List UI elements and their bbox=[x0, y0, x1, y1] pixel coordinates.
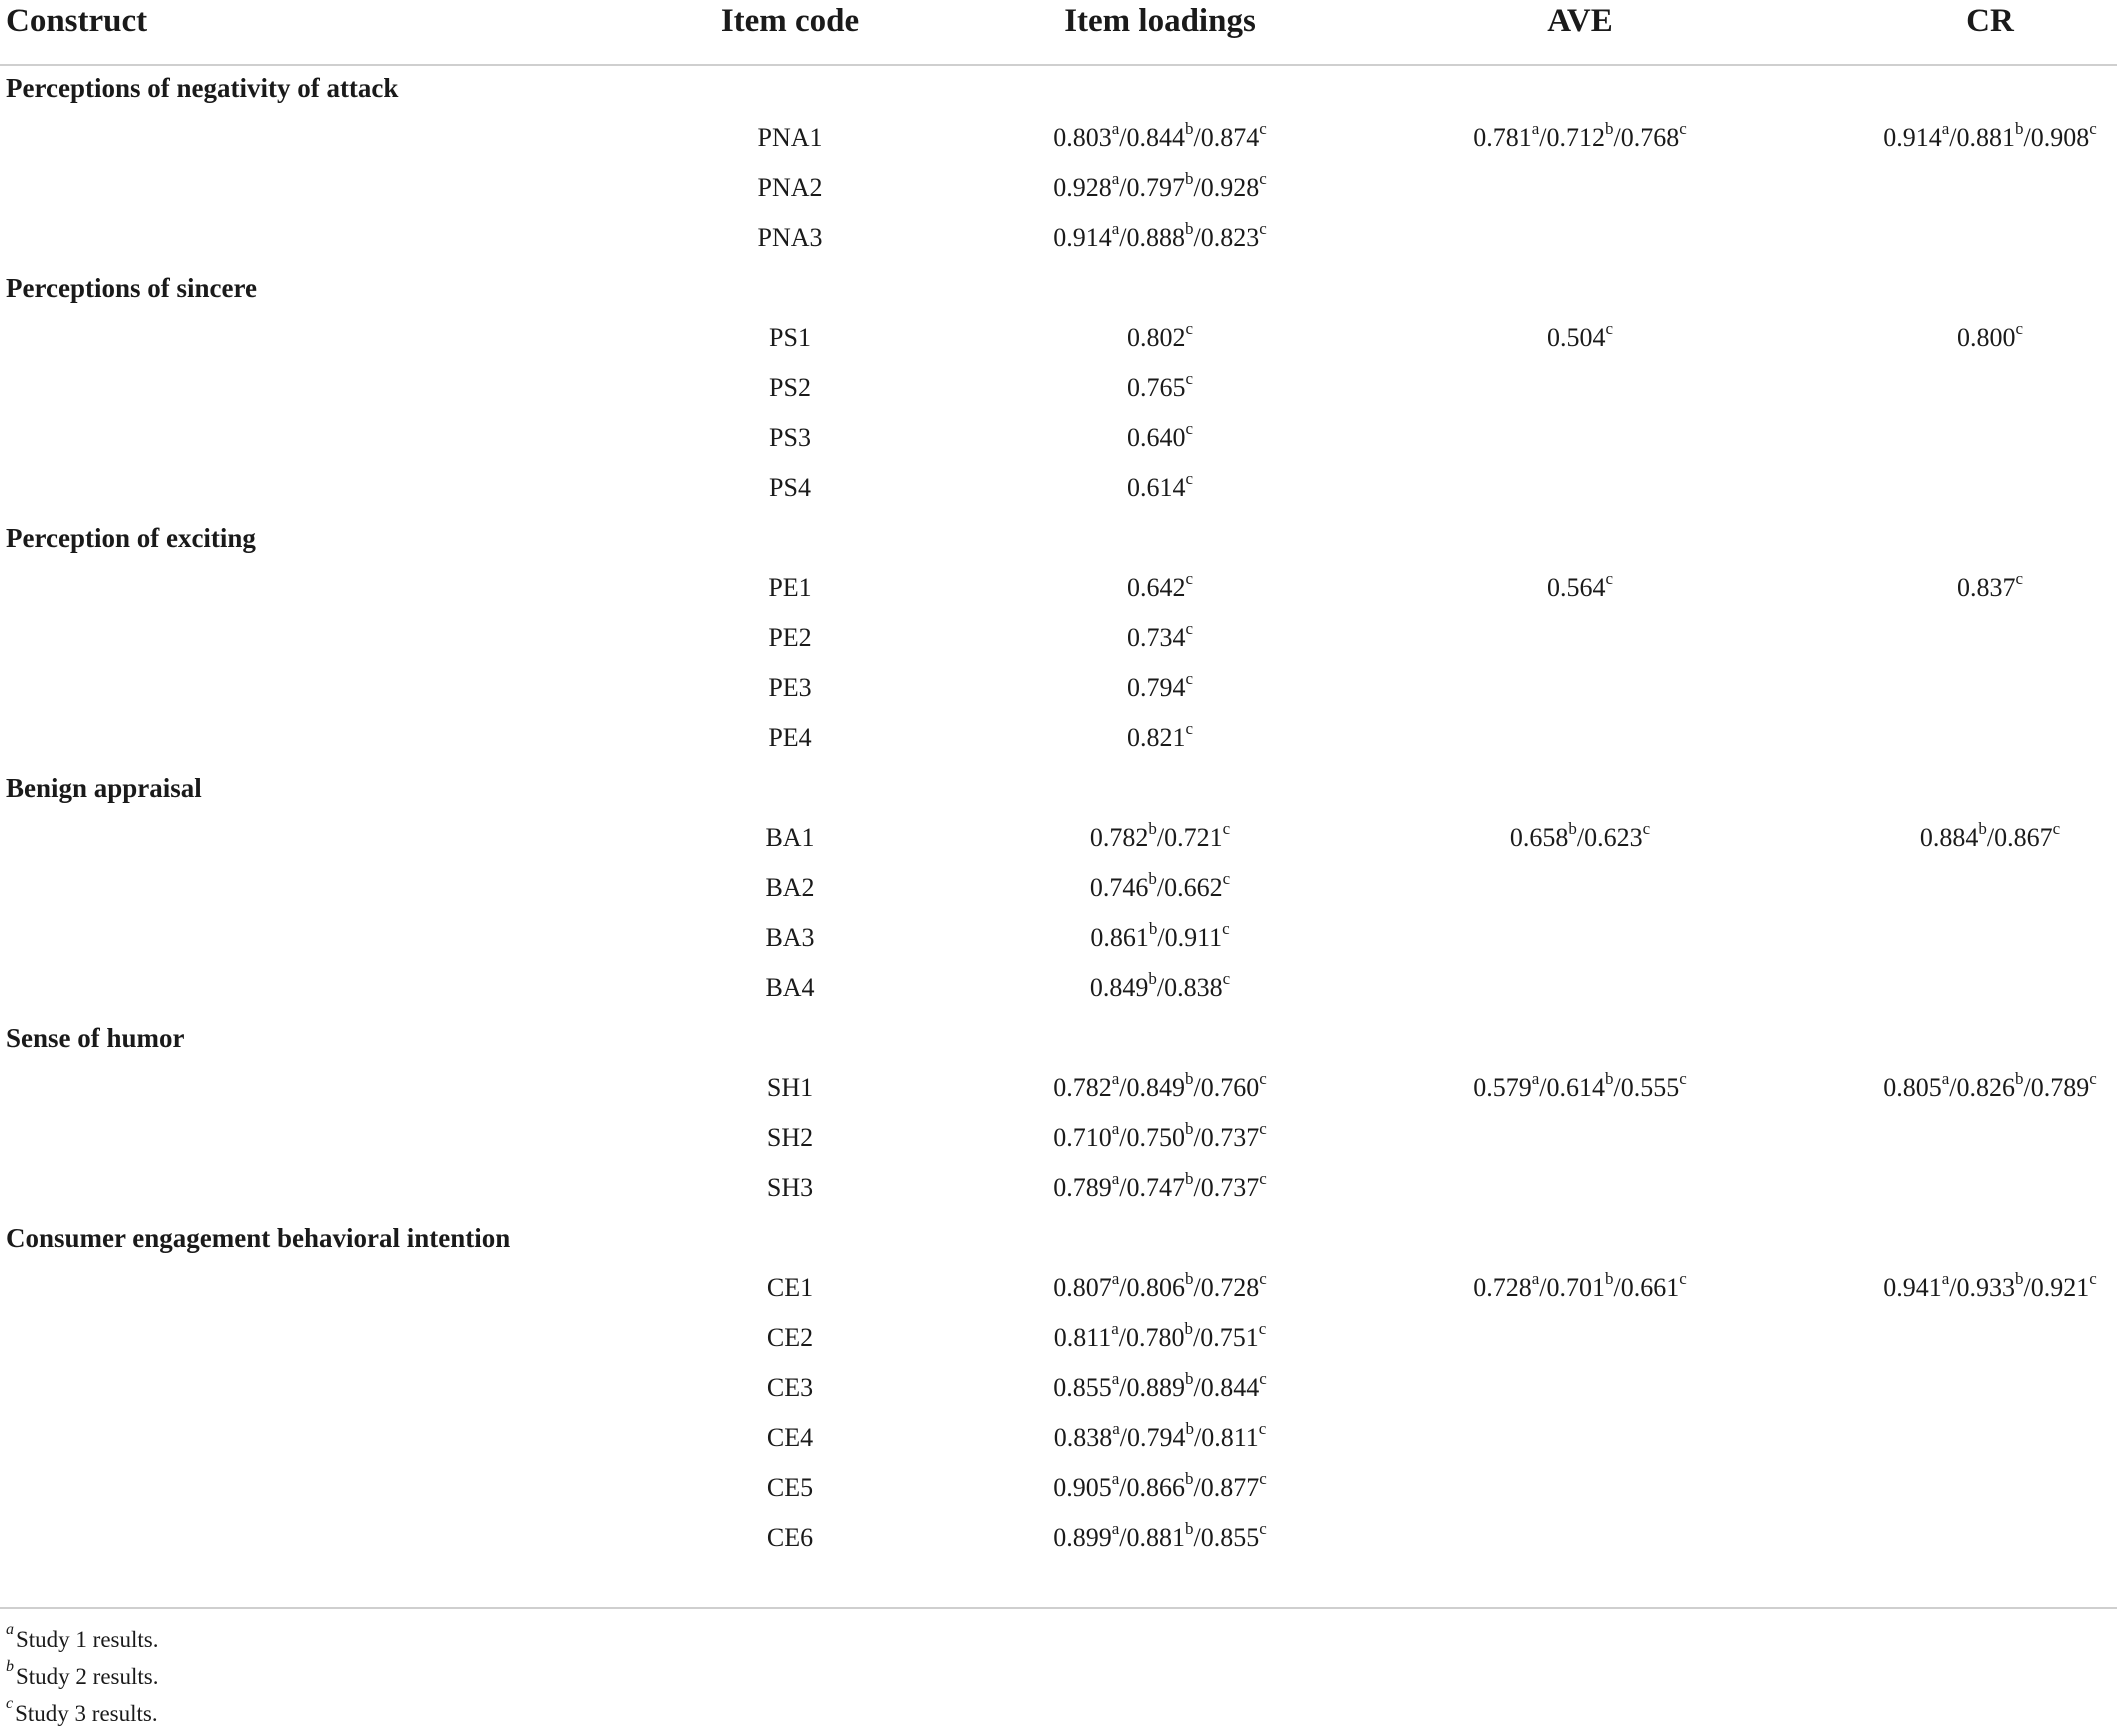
value-number: 0.867 bbox=[1994, 823, 2053, 852]
item-code-cell: SH2 bbox=[766, 1123, 814, 1152]
construct-title: Perception of exciting bbox=[6, 523, 256, 553]
cr-cell bbox=[1840, 568, 2117, 608]
item-loading-cell: 0.746$^b$/0.662$^c$ bbox=[1089, 869, 1231, 902]
value-study-mark: b bbox=[1185, 169, 1194, 189]
value-study-mark: a bbox=[1111, 1519, 1120, 1539]
footnote-mark: b bbox=[6, 1658, 14, 1676]
header-ave: AVE bbox=[1547, 3, 1613, 39]
value-study-mark: c bbox=[2015, 569, 2024, 589]
value-study-mark: b bbox=[2015, 1069, 2024, 1089]
value-study-mark: c bbox=[1259, 1269, 1267, 1289]
value-study-mark: b bbox=[1185, 1419, 1194, 1439]
table-header bbox=[0, 0, 2117, 66]
value-number: 0.564 bbox=[1546, 573, 1606, 602]
value-study-mark: b bbox=[1185, 1269, 1194, 1289]
value-study-mark: c bbox=[1605, 569, 1614, 589]
value-number: 0.614 bbox=[1126, 473, 1186, 502]
value-study-mark: b bbox=[1185, 219, 1194, 239]
value-number: 0.734 bbox=[1126, 623, 1186, 652]
item-loading-cell: 0.905$^a$/0.866$^b$/0.877$^c$ bbox=[1053, 1469, 1267, 1502]
item-loading-cell bbox=[1010, 718, 1310, 758]
item-code-cell: PS1 bbox=[769, 323, 811, 352]
value-study-mark: a bbox=[1941, 1069, 1950, 1089]
item-code-cell: SH3 bbox=[766, 1173, 814, 1202]
cr-cell: 0.914$^a$/0.881$^b$/0.908$^c$ bbox=[1883, 119, 2097, 152]
value-number: 0.780 bbox=[1126, 1323, 1185, 1352]
value-number: 0.844 bbox=[1200, 1373, 1260, 1402]
item-loading-cell bbox=[1010, 318, 1310, 358]
value-study-mark: c bbox=[1222, 969, 1231, 989]
value-number: 0.807 bbox=[1053, 1273, 1112, 1302]
value-study-mark: c bbox=[1258, 1319, 1267, 1339]
value-number: 0.821 bbox=[1126, 723, 1186, 752]
value-number: 0.640 bbox=[1126, 423, 1186, 452]
item-code-cell: SH1 bbox=[766, 1073, 814, 1102]
item-code-cell: BA3 bbox=[765, 923, 815, 952]
value-study-mark: c bbox=[1679, 1069, 1687, 1089]
item-loading-cell: 0.928$^a$/0.797$^b$/0.928$^c$ bbox=[1053, 169, 1267, 202]
footnote-text: Study 1 results. bbox=[16, 1627, 159, 1652]
footnote-mark: c bbox=[6, 1695, 14, 1713]
item-code-cell: PNA3 bbox=[757, 223, 823, 252]
value-study-mark: a bbox=[1112, 1419, 1120, 1439]
value-number: 0.837 bbox=[1956, 573, 2016, 602]
value-number: 0.908 bbox=[2030, 123, 2090, 152]
cr-cell: 0.941$^a$/0.933$^b$/0.921$^c$ bbox=[1883, 1269, 2097, 1302]
value-number: 0.849 bbox=[1089, 973, 1149, 1002]
item-code-cell: CE3 bbox=[766, 1373, 814, 1402]
item-loading-cell: 0.803$^a$/0.844$^b$/0.874$^c$ bbox=[1053, 119, 1267, 152]
header-construct: Construct bbox=[6, 3, 148, 39]
value-study-mark: b bbox=[1185, 119, 1194, 139]
item-code-cell: PE3 bbox=[768, 673, 812, 702]
value-number: 0.658 bbox=[1509, 823, 1569, 852]
value-number: 0.844 bbox=[1126, 123, 1185, 152]
value-study-mark: c bbox=[2089, 1269, 2097, 1289]
value-number: 0.928 bbox=[1053, 173, 1112, 202]
item-code-cell: PE1 bbox=[768, 573, 812, 602]
value-study-mark: c bbox=[1258, 1419, 1267, 1439]
value-number: 0.811 bbox=[1201, 1423, 1259, 1452]
item-loading-cell: 0.811$^a$/0.780$^b$/0.751$^c$ bbox=[1053, 1319, 1267, 1352]
value-study-mark: c bbox=[1259, 1519, 1267, 1539]
value-study-mark: c bbox=[1185, 469, 1194, 489]
value-study-mark: c bbox=[1259, 1069, 1267, 1089]
value-number: 0.881 bbox=[1956, 123, 2015, 152]
item-loading-cell bbox=[1010, 368, 1310, 408]
value-study-mark: c bbox=[1259, 1169, 1267, 1189]
ave-cell: 0.658$^b$/0.623$^c$ bbox=[1509, 819, 1651, 852]
ave-cell: 0.579$^a$/0.614$^b$/0.555$^c$ bbox=[1473, 1069, 1687, 1102]
value-number: 0.826 bbox=[1956, 1073, 2015, 1102]
footnote bbox=[6, 1623, 158, 1657]
value-study-mark: c bbox=[1222, 919, 1230, 939]
value-number: 0.941 bbox=[1883, 1273, 1942, 1302]
value-number: 0.642 bbox=[1126, 573, 1186, 602]
value-study-mark: a bbox=[1111, 1369, 1120, 1389]
cr-cell: 0.884$^b$/0.867$^c$ bbox=[1919, 819, 2061, 852]
item-code-cell: CE4 bbox=[766, 1423, 814, 1452]
item-code-cell: CE1 bbox=[766, 1273, 814, 1302]
item-loading-cell: 0.838$^a$/0.794$^b$/0.811$^c$ bbox=[1053, 1419, 1267, 1452]
value-number: 0.802 bbox=[1126, 323, 1186, 352]
value-study-mark: b bbox=[1185, 1119, 1194, 1139]
value-study-mark: b bbox=[2015, 119, 2024, 139]
value-number: 0.849 bbox=[1126, 1073, 1185, 1102]
item-code-cell: PS3 bbox=[769, 423, 811, 452]
value-study-mark: c bbox=[1185, 369, 1194, 389]
value-number: 0.782 bbox=[1053, 1073, 1112, 1102]
item-loading-cell: 0.855$^a$/0.889$^b$/0.844$^c$ bbox=[1053, 1369, 1267, 1402]
value-number: 0.838 bbox=[1164, 973, 1223, 1002]
construct-title: Sense of humor bbox=[6, 1023, 185, 1053]
value-study-mark: a bbox=[1111, 1119, 1120, 1139]
value-number: 0.800 bbox=[1956, 323, 2016, 352]
value-number: 0.728 bbox=[1200, 1273, 1260, 1302]
value-study-mark: c bbox=[1185, 669, 1194, 689]
value-number: 0.710 bbox=[1053, 1123, 1112, 1152]
value-study-mark: c bbox=[1679, 1269, 1687, 1289]
value-study-mark: a bbox=[1531, 1269, 1540, 1289]
value-study-mark: c bbox=[1185, 319, 1194, 339]
value-number: 0.747 bbox=[1126, 1173, 1185, 1202]
value-study-mark: b bbox=[1605, 1069, 1614, 1089]
value-study-mark: b bbox=[1185, 1519, 1194, 1539]
value-study-mark: a bbox=[1111, 169, 1120, 189]
value-number: 0.746 bbox=[1089, 873, 1149, 902]
value-study-mark: a bbox=[1111, 219, 1120, 239]
value-number: 0.579 bbox=[1473, 1073, 1532, 1102]
value-study-mark: b bbox=[1185, 1469, 1194, 1489]
value-study-mark: a bbox=[1111, 1469, 1120, 1489]
footnote-mark: a bbox=[6, 1621, 14, 1639]
value-study-mark: c bbox=[1259, 119, 1267, 139]
value-study-mark: c bbox=[1222, 869, 1231, 889]
item-loading-cell: 0.849$^b$/0.838$^c$ bbox=[1089, 969, 1231, 1002]
value-number: 0.928 bbox=[1200, 173, 1260, 202]
value-number: 0.712 bbox=[1546, 123, 1605, 152]
value-study-mark: b bbox=[1148, 869, 1157, 889]
value-study-mark: b bbox=[1605, 119, 1614, 139]
value-number: 0.866 bbox=[1126, 1473, 1185, 1502]
value-number: 0.838 bbox=[1053, 1423, 1113, 1452]
value-study-mark: a bbox=[1111, 119, 1120, 139]
value-study-mark: b bbox=[1148, 969, 1157, 989]
value-number: 0.765 bbox=[1126, 373, 1186, 402]
value-number: 0.797 bbox=[1126, 173, 1185, 202]
value-number: 0.933 bbox=[1956, 1273, 2015, 1302]
value-number: 0.921 bbox=[2030, 1273, 2090, 1302]
value-number: 0.721 bbox=[1164, 823, 1223, 852]
value-number: 0.555 bbox=[1620, 1073, 1680, 1102]
value-study-mark: c bbox=[1679, 119, 1687, 139]
value-number: 0.889 bbox=[1126, 1373, 1185, 1402]
value-study-mark: c bbox=[1259, 1469, 1267, 1489]
value-number: 0.806 bbox=[1126, 1273, 1185, 1302]
construct-title: Benign appraisal bbox=[6, 773, 202, 803]
value-number: 0.623 bbox=[1584, 823, 1643, 852]
header-cr: CR bbox=[1966, 3, 2014, 39]
value-number: 0.888 bbox=[1126, 223, 1185, 252]
value-number: 0.914 bbox=[1883, 123, 1942, 152]
value-number: 0.805 bbox=[1883, 1073, 1942, 1102]
value-study-mark: a bbox=[1111, 1319, 1119, 1339]
value-number: 0.768 bbox=[1620, 123, 1680, 152]
item-code-cell: PE4 bbox=[768, 723, 812, 752]
value-study-mark: a bbox=[1111, 1269, 1120, 1289]
ave-cell bbox=[1430, 568, 1730, 608]
footnote bbox=[6, 1660, 158, 1694]
header-item-loadings: Item loadings bbox=[1064, 3, 1256, 39]
item-code-cell: PNA2 bbox=[757, 173, 823, 202]
value-study-mark: c bbox=[1259, 1119, 1267, 1139]
value-number: 0.737 bbox=[1200, 1173, 1260, 1202]
value-number: 0.662 bbox=[1164, 873, 1223, 902]
value-number: 0.861 bbox=[1090, 923, 1149, 952]
value-study-mark: c bbox=[1259, 1369, 1267, 1389]
construct-title: Perceptions of negativity of attack bbox=[6, 73, 399, 103]
value-number: 0.855 bbox=[1200, 1523, 1260, 1552]
item-loading-cell bbox=[1010, 418, 1310, 458]
value-number: 0.914 bbox=[1053, 223, 1112, 252]
value-number: 0.781 bbox=[1473, 123, 1532, 152]
item-loading-cell bbox=[1010, 468, 1310, 508]
value-number: 0.750 bbox=[1126, 1123, 1185, 1152]
value-number: 0.881 bbox=[1126, 1523, 1185, 1552]
value-study-mark: b bbox=[1978, 819, 1987, 839]
value-study-mark: b bbox=[1185, 1169, 1194, 1189]
item-code-cell: CE2 bbox=[766, 1323, 814, 1352]
value-study-mark: c bbox=[1185, 569, 1194, 589]
value-number: 0.877 bbox=[1200, 1473, 1260, 1502]
value-study-mark: b bbox=[1148, 819, 1157, 839]
item-code-cell: CE6 bbox=[766, 1523, 814, 1552]
value-study-mark: b bbox=[1568, 819, 1577, 839]
value-number: 0.789 bbox=[1053, 1173, 1112, 1202]
value-number: 0.905 bbox=[1053, 1473, 1112, 1502]
cr-cell: 0.805$^a$/0.826$^b$/0.789$^c$ bbox=[1883, 1069, 2097, 1102]
value-study-mark: c bbox=[1259, 169, 1267, 189]
value-number: 0.782 bbox=[1089, 823, 1149, 852]
item-loading-cell: 0.807$^a$/0.806$^b$/0.728$^c$ bbox=[1053, 1269, 1267, 1302]
value-number: 0.789 bbox=[2030, 1073, 2090, 1102]
value-study-mark: b bbox=[2015, 1269, 2024, 1289]
item-loading-cell: 0.782$^a$/0.849$^b$/0.760$^c$ bbox=[1053, 1069, 1267, 1102]
item-loading-cell: 0.782$^b$/0.721$^c$ bbox=[1089, 819, 1231, 852]
value-study-mark: a bbox=[1111, 1169, 1120, 1189]
footnote-text: Study 3 results. bbox=[15, 1701, 158, 1726]
item-code-cell: PS4 bbox=[769, 473, 811, 502]
value-study-mark: b bbox=[1185, 1069, 1194, 1089]
value-number: 0.737 bbox=[1200, 1123, 1260, 1152]
value-study-mark: c bbox=[2052, 819, 2061, 839]
value-study-mark: c bbox=[1185, 719, 1194, 739]
item-loading-cell bbox=[1010, 568, 1310, 608]
construct-title: Consumer engagement behavioral intention bbox=[6, 1223, 511, 1253]
ave-cell: 0.781$^a$/0.712$^b$/0.768$^c$ bbox=[1473, 119, 1687, 152]
value-study-mark: b bbox=[1184, 1319, 1194, 1339]
ave-cell: 0.728$^a$/0.701$^b$/0.661$^c$ bbox=[1473, 1269, 1687, 1302]
cr-cell bbox=[1840, 318, 2117, 358]
value-number: 0.884 bbox=[1919, 823, 1979, 852]
item-loading-cell bbox=[1010, 668, 1310, 708]
item-loading-cell: 0.899$^a$/0.881$^b$/0.855$^c$ bbox=[1053, 1519, 1267, 1552]
table-bottom-rule bbox=[0, 1607, 2117, 1609]
value-number: 0.760 bbox=[1200, 1073, 1260, 1102]
item-loading-cell: 0.710$^a$/0.750$^b$/0.737$^c$ bbox=[1053, 1119, 1267, 1152]
item-loading-cell: 0.914$^a$/0.888$^b$/0.823$^c$ bbox=[1053, 219, 1267, 252]
value-study-mark: c bbox=[1185, 419, 1194, 439]
value-study-mark: b bbox=[1185, 1369, 1194, 1389]
item-loading-cell: 0.861$^b$/0.911$^c$ bbox=[1090, 919, 1230, 952]
value-number: 0.874 bbox=[1200, 123, 1260, 152]
value-study-mark: a bbox=[1941, 119, 1950, 139]
value-number: 0.803 bbox=[1053, 123, 1112, 152]
value-study-mark: c bbox=[2089, 1069, 2097, 1089]
value-number: 0.823 bbox=[1200, 223, 1260, 252]
value-number: 0.855 bbox=[1053, 1373, 1112, 1402]
value-number: 0.661 bbox=[1620, 1273, 1680, 1302]
item-code-cell: PS2 bbox=[769, 373, 811, 402]
value-study-mark: c bbox=[1642, 819, 1651, 839]
value-study-mark: c bbox=[1259, 219, 1267, 239]
value-number: 0.504 bbox=[1546, 323, 1606, 352]
value-study-mark: c bbox=[2015, 319, 2024, 339]
value-number: 0.899 bbox=[1053, 1523, 1112, 1552]
value-study-mark: a bbox=[1111, 1069, 1120, 1089]
value-study-mark: a bbox=[1531, 1069, 1540, 1089]
value-study-mark: c bbox=[1185, 619, 1194, 639]
value-study-mark: a bbox=[1941, 1269, 1950, 1289]
header-item-code: Item code bbox=[720, 3, 860, 39]
value-number: 0.794 bbox=[1126, 1423, 1186, 1452]
item-loading-cell bbox=[1010, 618, 1310, 658]
item-code-cell: PNA1 bbox=[757, 123, 823, 152]
value-number: 0.701 bbox=[1546, 1273, 1605, 1302]
value-study-mark: b bbox=[1605, 1269, 1614, 1289]
value-number: 0.811 bbox=[1053, 1323, 1112, 1352]
value-study-mark: c bbox=[1605, 319, 1614, 339]
value-number: 0.614 bbox=[1546, 1073, 1605, 1102]
construct-title: Perceptions of sincere bbox=[6, 273, 257, 303]
value-study-mark: b bbox=[1148, 919, 1158, 939]
item-code-cell: BA2 bbox=[765, 873, 815, 902]
item-code-cell: PE2 bbox=[768, 623, 812, 652]
item-code-cell: BA1 bbox=[765, 823, 815, 852]
value-number: 0.911 bbox=[1164, 923, 1223, 952]
item-code-cell: CE5 bbox=[766, 1473, 814, 1502]
value-study-mark: a bbox=[1531, 119, 1540, 139]
value-number: 0.751 bbox=[1200, 1323, 1259, 1352]
footnote bbox=[6, 1697, 158, 1731]
item-code-cell: BA4 bbox=[765, 973, 815, 1002]
value-number: 0.794 bbox=[1126, 673, 1186, 702]
footnote-text: Study 2 results. bbox=[16, 1664, 159, 1689]
value-study-mark: c bbox=[1222, 819, 1231, 839]
value-study-mark: c bbox=[2089, 119, 2097, 139]
item-loading-cell: 0.789$^a$/0.747$^b$/0.737$^c$ bbox=[1053, 1169, 1267, 1202]
ave-cell bbox=[1430, 318, 1730, 358]
value-number: 0.728 bbox=[1473, 1273, 1532, 1302]
